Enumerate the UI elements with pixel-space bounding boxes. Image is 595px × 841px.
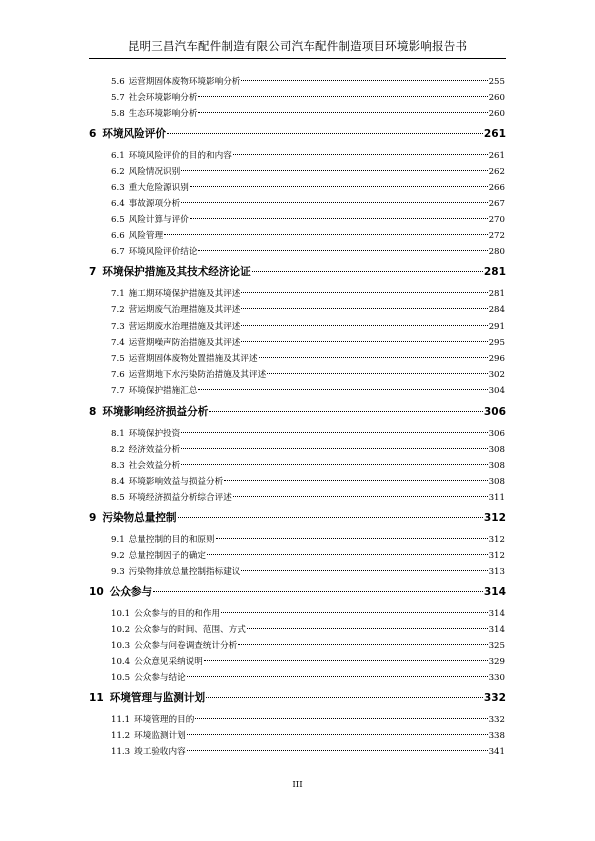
toc-entry-number: 6.4 [111,199,125,209]
toc-entry-number: 11 [89,692,104,704]
toc-entry-page-number: 261 [488,151,505,161]
toc-entry-number: 6 [89,128,97,140]
toc-entry-page-number: 308 [488,477,505,487]
toc-entry-number: 5.8 [111,109,125,119]
toc-dot-leader [198,389,487,390]
toc-entry-number: 10.1 [111,609,131,619]
toc-entry-page-number: 304 [488,386,505,396]
toc-section-entry[interactable] [111,565,505,580]
toc-dot-leader [241,570,487,571]
toc-entry-title: 总量控制因子的确定 [128,551,207,561]
toc-dot-leader [190,218,488,219]
toc-entry-number: 7.3 [111,322,125,332]
toc-entry-page-number: 262 [488,167,505,177]
toc-section-entry[interactable] [111,287,505,302]
toc-entry-number: 7.4 [111,338,125,348]
toc-entry-page-number: 341 [488,747,505,757]
toc-chapter-entry[interactable] [89,584,506,599]
toc-entry-title: 环境影响经济损益分析 [102,406,209,418]
toc-dot-leader [238,644,487,645]
toc-entry-number: 9.1 [111,535,125,545]
toc-entry-page-number: 260 [488,93,505,103]
toc-section-entry[interactable] [111,623,505,638]
toc-section-entry[interactable] [111,459,505,474]
toc-entry-title: 环境监测计划 [134,731,186,741]
toc-section-entry[interactable] [111,655,505,670]
toc-entry-title: 总量控制的目的和原则 [128,535,215,545]
toc-entry-page-number: 338 [488,731,505,741]
toc-section-entry[interactable] [111,91,505,106]
toc-section-entry[interactable] [111,352,505,367]
toc-dot-leader [241,325,487,326]
toc-entry-title: 公众参与的目的和作用 [134,609,221,619]
toc-section-entry[interactable] [111,533,505,548]
toc-entry-number: 5.7 [111,93,125,103]
toc-entry-number: 8 [89,406,97,418]
toc-chapter-entry[interactable] [89,264,506,279]
toc-entry-title: 公众参与 [109,586,153,598]
toc-section-entry[interactable] [111,639,505,654]
toc-entry-title: 环境保护措施及其技术经济论证 [102,266,251,278]
toc-entry-page-number: 295 [488,338,505,348]
toc-entry-title: 环境风险评价结论 [128,247,198,257]
toc-section-entry[interactable] [111,443,505,458]
toc-dot-leader [181,170,487,171]
toc-dot-leader [198,96,487,97]
toc-entry-number: 7.6 [111,370,125,380]
toc-section-entry[interactable] [111,729,505,744]
toc-entry-page-number: 311 [488,493,505,503]
toc-chapter-entry[interactable] [89,126,506,141]
toc-section-entry[interactable] [111,303,505,318]
toc-entry-number: 6.1 [111,151,125,161]
toc-section-entry[interactable] [111,671,505,686]
toc-dot-leader [181,202,487,203]
toc-entry-number: 9.2 [111,551,125,561]
toc-dot-leader [216,538,488,539]
toc-entry-number: 11.1 [111,715,131,725]
toc-entry-title: 公众参与问卷调查统计分析 [134,641,238,651]
toc-entry-title: 社会环境影响分析 [128,93,198,103]
toc-entry-page-number: 314 [483,586,506,598]
toc-entry-title: 风险情况识别 [128,167,181,177]
toc-entry-number: 6.5 [111,215,125,225]
toc-entry-number: 7 [89,266,97,278]
toc-dot-leader [224,480,487,481]
toc-section-entry[interactable] [111,181,505,196]
toc-entry-page-number: 306 [488,429,505,439]
toc-dot-leader [204,660,488,661]
toc-section-entry[interactable] [111,107,505,122]
toc-dot-leader [241,80,487,81]
toc-dot-leader [241,292,487,293]
toc-section-entry[interactable] [111,384,505,399]
toc-entry-page-number: 296 [488,354,505,364]
toc-entry-title: 生态环境影响分析 [128,109,198,119]
toc-entry-page-number: 302 [488,370,505,380]
toc-entry-number: 8.1 [111,429,125,439]
toc-entry-title: 环境保护投资 [128,429,181,439]
toc-entry-title: 重大危险源识别 [128,183,189,193]
toc-entry-number: 10.3 [111,641,131,651]
toc-entry-title: 环境管理与监测计划 [109,692,206,704]
toc-dot-leader [252,271,483,272]
toc-entry-title: 环境影响效益与损益分析 [128,477,224,487]
toc-entry-title: 社会效益分析 [128,461,181,471]
toc-entry-number: 6.7 [111,247,125,257]
toc-entry-title: 经济效益分析 [128,445,181,455]
toc-entry-page-number: 332 [488,715,505,725]
toc-section-entry[interactable] [111,320,505,335]
toc-entry-page-number: 314 [488,609,505,619]
toc-entry-page-number: 284 [488,305,505,315]
toc-section-entry[interactable] [111,75,505,90]
toc-entry-title: 公众参与结论 [134,673,186,683]
toc-entry-number: 7.2 [111,305,125,315]
toc-entry-title: 运营期固体废物环境影响分析 [128,77,241,87]
toc-dot-leader [207,554,488,555]
toc-entry-page-number: 314 [488,625,505,635]
toc-dot-leader [247,628,488,629]
toc-entry-number: 10 [89,586,104,598]
toc-entry-number: 7.5 [111,354,125,364]
toc-entry-title: 运营期固体废物处置措施及其评述 [128,354,258,364]
toc-entry-page-number: 270 [488,215,505,225]
toc-entry-page-number: 312 [483,512,506,524]
toc-entry-number: 5.6 [111,77,125,87]
toc-section-entry[interactable] [111,245,505,260]
toc-entry-page-number: 312 [488,535,505,545]
toc-entry-page-number: 325 [488,641,505,651]
document-header-title: 昆明三昌汽车配件制造有限公司汽车配件制造项目环境影响报告书 [127,39,468,53]
toc-entry-number: 11.3 [111,747,131,757]
toc-section-entry[interactable] [111,491,505,506]
toc-entry-title: 环境风险评价 [102,128,166,140]
toc-dot-leader [206,697,483,698]
toc-dot-leader [181,432,487,433]
toc-section-entry[interactable] [111,336,505,351]
toc-entry-page-number: 330 [488,673,505,683]
toc-entry-page-number: 280 [488,247,505,257]
toc-dot-leader [233,496,488,497]
toc-section-entry[interactable] [111,213,505,228]
toc-entry-page-number: 313 [488,567,505,577]
toc-entry-number: 9.3 [111,567,125,577]
toc-dot-leader [259,357,488,358]
toc-entry-title: 污染物总量控制 [102,512,177,524]
page-number: III [292,780,303,790]
toc-entry-title: 施工期环境保护措施及其评述 [128,289,241,299]
toc-entry-title: 风险计算与评价 [128,215,189,225]
toc-chapter-entry[interactable] [89,510,506,525]
toc-dot-leader [198,112,487,113]
toc-entry-page-number: 308 [488,445,505,455]
toc-dot-leader [241,308,487,309]
toc-section-entry[interactable] [111,149,505,164]
toc-entry-page-number: 308 [488,461,505,471]
toc-entry-number: 11.2 [111,731,131,741]
toc-entry-page-number: 312 [488,551,505,561]
toc-entry-number: 6.6 [111,231,125,241]
toc-dot-leader [233,154,488,155]
toc-entry-page-number: 306 [483,406,506,418]
toc-entry-page-number: 260 [488,109,505,119]
toc-dot-leader [209,411,483,412]
toc-entry-title: 竣工验收内容 [134,747,186,757]
toc-entry-number: 10.4 [111,657,131,667]
toc-entry-page-number: 281 [488,289,505,299]
toc-dot-leader [187,734,488,735]
toc-entry-number: 10.2 [111,625,131,635]
toc-entry-title: 风险管理 [128,231,164,241]
toc-dot-leader [164,234,488,235]
toc-entry-page-number: 267 [488,199,505,209]
toc-dot-leader [181,464,487,465]
toc-entry-page-number: 255 [488,77,505,87]
toc-dot-leader [267,373,487,374]
toc-entry-title: 公众参与的时间、范围、方式 [134,625,246,635]
toc-entry-page-number: 291 [488,322,505,332]
toc-entry-page-number: 261 [483,128,506,140]
toc-entry-title: 污染物排放总量控制指标建议 [128,567,241,577]
toc-dot-leader [198,250,487,251]
toc-dot-leader [190,186,488,187]
toc-section-entry[interactable] [111,165,505,180]
toc-entry-title: 环境风险评价的目的和内容 [128,151,232,161]
toc-entry-title: 公众意见采纳说明 [134,657,203,667]
toc-section-entry[interactable] [111,607,505,622]
toc-dot-leader [187,750,488,751]
toc-entry-number: 8.3 [111,461,125,471]
toc-dot-leader [187,676,488,677]
toc-entry-number: 8.5 [111,493,125,503]
toc-section-entry[interactable] [111,229,505,244]
toc-section-entry[interactable] [111,368,505,383]
toc-entry-title: 环境管理的目的 [134,715,195,725]
toc-section-entry[interactable] [111,549,505,564]
toc-dot-leader [221,612,488,613]
toc-entry-number: 6.3 [111,183,125,193]
toc-dot-leader [181,448,487,449]
toc-entry-number: 6.2 [111,167,125,177]
toc-entry-number: 8.4 [111,477,125,487]
toc-entry-title: 运营期噪声防治措施及其评述 [128,338,241,348]
toc-entry-title: 环境经济损益分析综合评述 [128,493,232,503]
toc-section-entry[interactable] [111,713,505,728]
toc-section-entry[interactable] [111,745,505,760]
toc-dot-leader [178,517,483,518]
toc-entry-page-number: 329 [488,657,505,667]
toc-entry-number: 7.1 [111,289,125,299]
toc-section-entry[interactable] [111,427,505,442]
toc-dot-leader [241,341,487,342]
toc-entry-page-number: 332 [483,692,506,704]
toc-entry-title: 营运期废气治理措施及其评述 [128,305,241,315]
toc-dot-leader [195,718,487,719]
toc-dot-leader [167,133,483,134]
toc-entry-page-number: 281 [483,266,506,278]
toc-entry-title: 运营期地下水污染防治措施及其评述 [128,370,267,380]
toc-entry-title: 事故源项分析 [128,199,181,209]
toc-chapter-entry[interactable] [89,690,506,705]
toc-section-entry[interactable] [111,197,505,212]
toc-entry-page-number: 266 [488,183,505,193]
toc-entry-number: 10.5 [111,673,131,683]
toc-dot-leader [153,591,483,592]
toc-entry-number: 7.7 [111,386,125,396]
toc-entry-number: 8.2 [111,445,125,455]
toc-section-entry[interactable] [111,475,505,490]
toc-entry-page-number: 272 [488,231,505,241]
toc-entry-title: 营运期废水治理措施及其评述 [128,322,241,332]
toc-entry-number: 9 [89,512,97,524]
toc-chapter-entry[interactable] [89,404,506,419]
toc-entry-title: 环境保护措施汇总 [128,386,198,396]
